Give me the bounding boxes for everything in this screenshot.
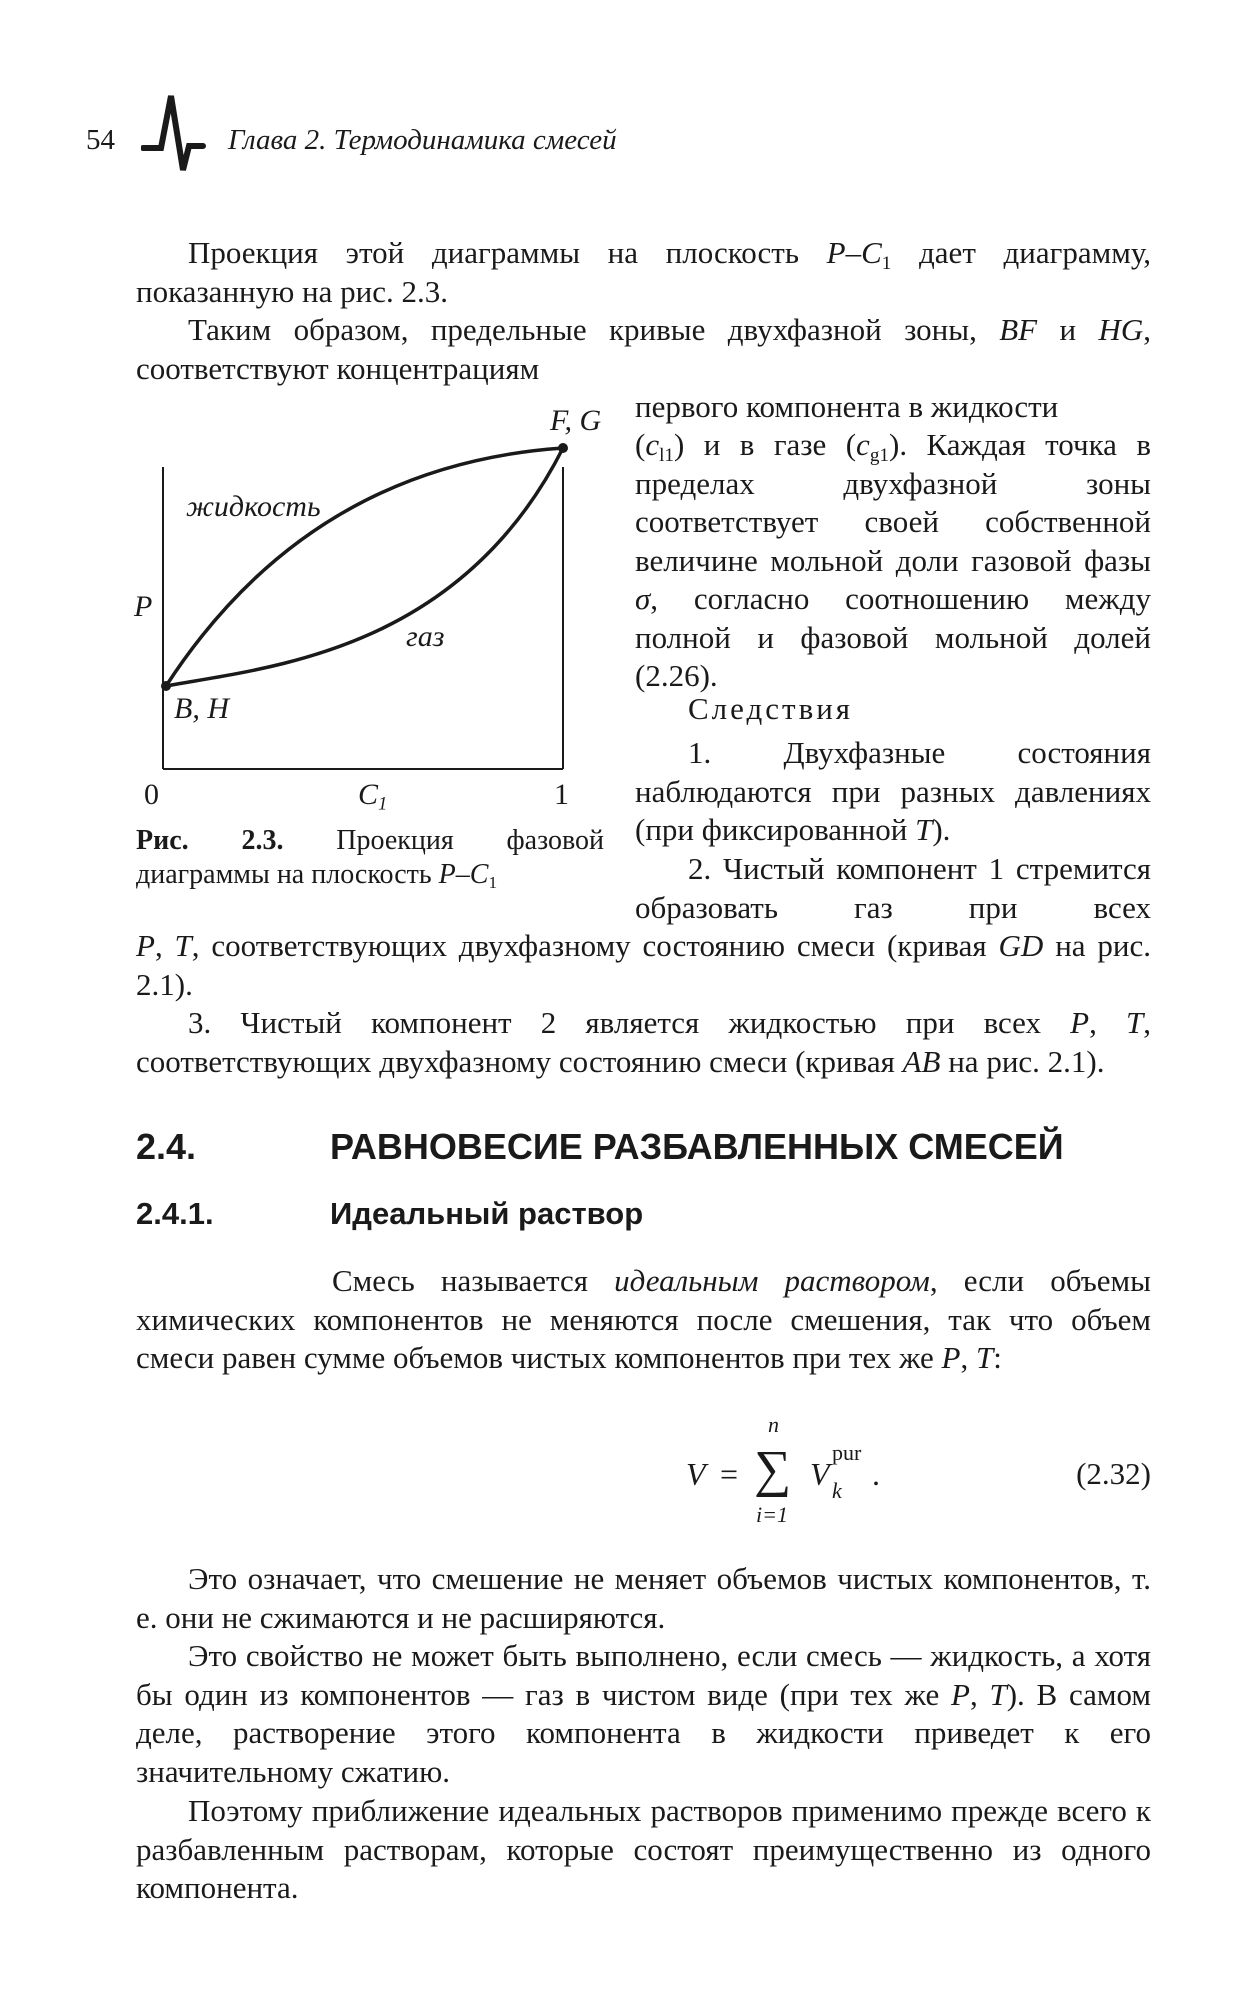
paragraph-boundary-curves: Таким образом, предельные кривые двухфазной зоны, BF и HG, соответствуют концентрациям [136, 312, 1151, 386]
consequence-item-1: 1. Двухфазные состояния наблюдаются при разных давлениях (при фиксированной T). [635, 735, 1151, 847]
page-number: 54 [86, 124, 115, 156]
label-c1: $C_1$ [358, 778, 388, 815]
label-gas: газ [406, 620, 445, 653]
section-number: 2.4. [136, 1126, 197, 1167]
liquid-curve [166, 448, 563, 686]
phase-diagram-svg [130, 412, 600, 792]
paragraph-boundary-curves-end: первого компонента в жидкости [635, 389, 1059, 424]
consequences-heading: Следствия [688, 691, 854, 726]
chapter-title: Глава 2. Термодинамика смесей [228, 124, 617, 156]
equation-formula: V = ∑ n i=1 V pur k . [686, 1412, 880, 1527]
equation-2-32 [136, 1412, 1151, 1532]
paragraph-property-failure: Это свойство не может быть выполнено, если смесь — жидкость, а хотя бы один из компонентов — газ в чистом виде (при тех же P, T). В самом деле, растворение этого компонента в жидкости приведет к его значительному сжатию. [136, 1638, 1151, 1789]
point-fg [558, 443, 568, 453]
paragraph-mixing-meaning: Это означает, что смешение не меняет объемов чистых компонентов, т. е. они не сжимаются и не расширяются. [136, 1561, 1151, 1635]
tick-zero: 0 [144, 778, 159, 811]
figure-caption: Рис. 2.3. Проекция фазовой диаграммы на плоскость $P-C_1$ [136, 825, 604, 893]
figure-2-3 [130, 404, 602, 815]
consequence-item-2-start: 2. Чистый компонент 1 стремится образовать газ при всех [635, 851, 1151, 925]
consequence-item-3: 3. Чистый компонент 2 является жидкостью при всех P, T, соответствующих двухфазному состоянию смеси (кривая AB на рис. 2.1). [136, 1005, 1151, 1079]
label-bh: B, H [174, 692, 229, 725]
label-fg: F, G [550, 404, 602, 437]
label-p: P [134, 590, 153, 623]
paragraph-ideal-solution: Смесь называется идеальным раствором, если объемы химических компонентов не меняются после смешения, так что объем смеси равен сумме объемов чистых компонентов при тех же P, T: [136, 1263, 1151, 1375]
paragraph-projection: Проекция этой диаграммы на плоскость $P-C_1$ дает диаграмму, показанную на рис. 2.3. [136, 235, 1151, 309]
subsection-number: 2.4.1. [136, 1196, 214, 1231]
section-title: РАВНОВЕСИЕ РАЗБАВЛЕННЫХ СМЕСЕЙ [330, 1126, 1064, 1167]
paragraph-mole-fraction: $(c_{l1})$ и в газе $(c_{g1})$. Каждая точка в пределах двухфазной зоны соответствует своей собственной величине мольной доли газовой фазы σ, согласно соотношению между полной и фазовой мольной долей (2.26). [635, 427, 1151, 693]
gas-curve [166, 448, 563, 686]
pulse-logo-icon [141, 88, 211, 178]
running-header [86, 118, 986, 178]
subsection-title: Идеальный раствор [330, 1196, 644, 1231]
paragraph-dilute-solutions: Поэтому приближение идеальных растворов применимо прежде всего к разбавленным растворам, которые состоят преимущественно из одного компонента. [136, 1793, 1151, 1905]
equation-number: (2.32) [1076, 1456, 1151, 1491]
point-bh [161, 681, 171, 691]
label-liquid: жидкость [186, 490, 321, 523]
consequence-item-2-end: P, T, соответствующих двухфазному состоянию смеси (кривая GD на рис. 2.1). [136, 928, 1151, 1002]
tick-one: 1 [554, 778, 569, 811]
